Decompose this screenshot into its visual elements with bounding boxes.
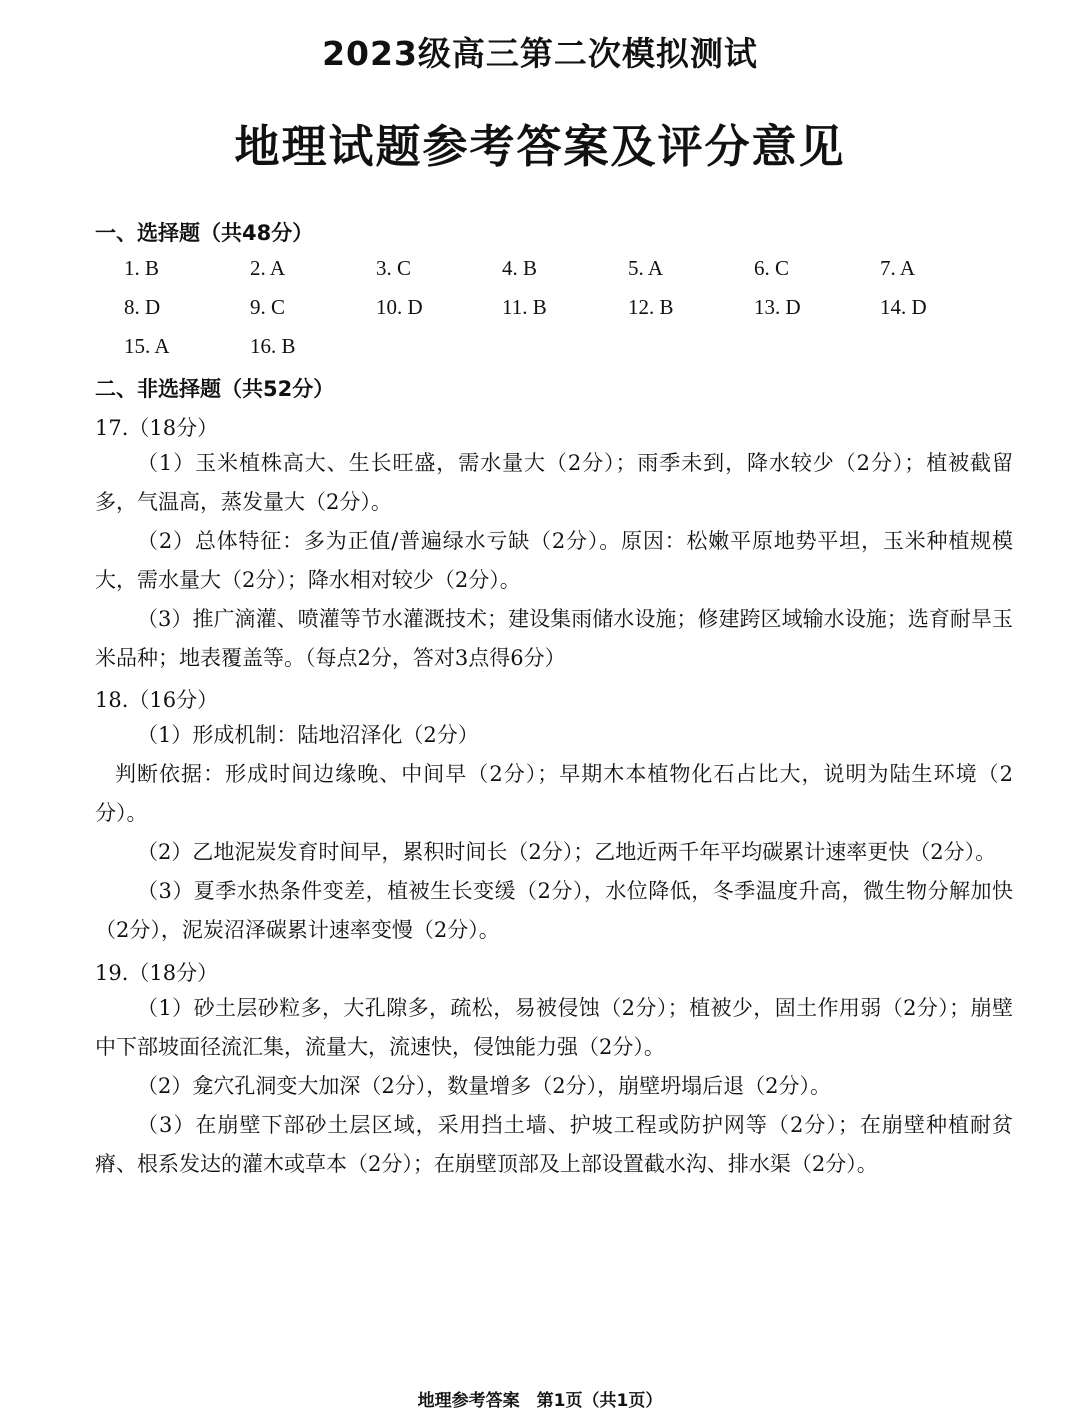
question-17-answer-2: （2）总体特征：多为正值/普遍绿水亏缺（2分）。原因：松嫩平原地势平坦，玉米种植规模大，需水量大（2分）；降水相对较少（2分）。 xyxy=(95,529,1013,592)
answer-item: 15. A xyxy=(124,334,170,358)
exam-title: 2023级高三第二次模拟测试 xyxy=(322,34,758,73)
question-18-heading: 18.（16分） xyxy=(95,688,219,712)
question-19-answer-1: （1）砂土层砂粒多，大孔隙多，疏松，易被侵蚀（2分）；植被少，固土作用弱（2分）；崩壁中下部坡面径流汇集，流量大，流速快，侵蚀能力强（2分）。 xyxy=(95,996,1013,1059)
answer-item: 1. B xyxy=(124,256,160,280)
document-title: 地理试题参考答案及评分意见 xyxy=(234,120,846,173)
answer-item: 3. C xyxy=(376,256,412,280)
answer-item: 9. C xyxy=(250,295,286,319)
answer-item: 8. D xyxy=(124,295,161,319)
section-heading-free-response: 二、非选择题（共52分） xyxy=(95,377,335,401)
answer-item: 6. C xyxy=(754,256,790,280)
answer-item: 11. B xyxy=(502,295,547,319)
answer-item: 10. D xyxy=(376,295,423,319)
answer-item: 5. A xyxy=(628,256,664,280)
question-19-answer-3: （3）在崩壁下部砂土层区域，采用挡土墙、护坡工程或防护网等（2分）；在崩壁种植耐贫瘠、根系发达的灌木或草本（2分）；在崩壁顶部及上部设置截水沟、排水渠（2分）。 xyxy=(95,1113,1013,1176)
answer-item: 4. B xyxy=(502,256,538,280)
page-footer: 地理参考答案 第1页（共1页） xyxy=(417,1391,663,1411)
question-17-answer-3: （3）推广滴灌、喷灌等节水灌溉技术；建设集雨储水设施；修建跨区域输水设施；选育耐旱玉米品种；地表覆盖等。（每点2分，答对3点得6分） xyxy=(95,607,1013,670)
question-18-answer-1: （1）形成机制：陆地沼泽化（2分） xyxy=(137,723,479,747)
question-19-heading: 19.（18分） xyxy=(95,961,219,985)
question-18-answer-3: （3）夏季水热条件变差，植被生长变缓（2分），水位降低，冬季温度升高，微生物分解加快（2分），泥炭沼泽碳累计速率变慢（2分）。 xyxy=(95,879,1013,942)
question-17-heading: 17.（18分） xyxy=(95,416,219,440)
question-18-answer-2: （2）乙地泥炭发育时间早，累积时间长（2分）；乙地近两千年平均碳累计速率更快（2分）。 xyxy=(137,840,997,864)
question-19-answer-2: （2）龛穴孔洞变大加深（2分），数量增多（2分），崩壁坍塌后退（2分）。 xyxy=(137,1074,831,1098)
answer-item: 14. D xyxy=(880,295,927,319)
question-17-answer-1: （1）玉米植株高大、生长旺盛，需水量大（2分）；雨季未到，降水较少（2分）；植被截留多，气温高，蒸发量大（2分）。 xyxy=(95,451,1013,514)
answer-item: 2. A xyxy=(250,256,286,280)
answer-item: 16. B xyxy=(250,334,296,358)
answer-item: 12. B xyxy=(628,295,674,319)
answer-item: 7. A xyxy=(880,256,916,280)
section-heading-multiple-choice: 一、选择题（共48分） xyxy=(95,221,314,245)
answer-item: 13. D xyxy=(754,295,801,319)
question-18-basis: 判断依据：形成时间边缘晚、中间早（2分）；早期木本植物化石占比大，说明为陆生环境（2分）。 xyxy=(95,762,1013,825)
